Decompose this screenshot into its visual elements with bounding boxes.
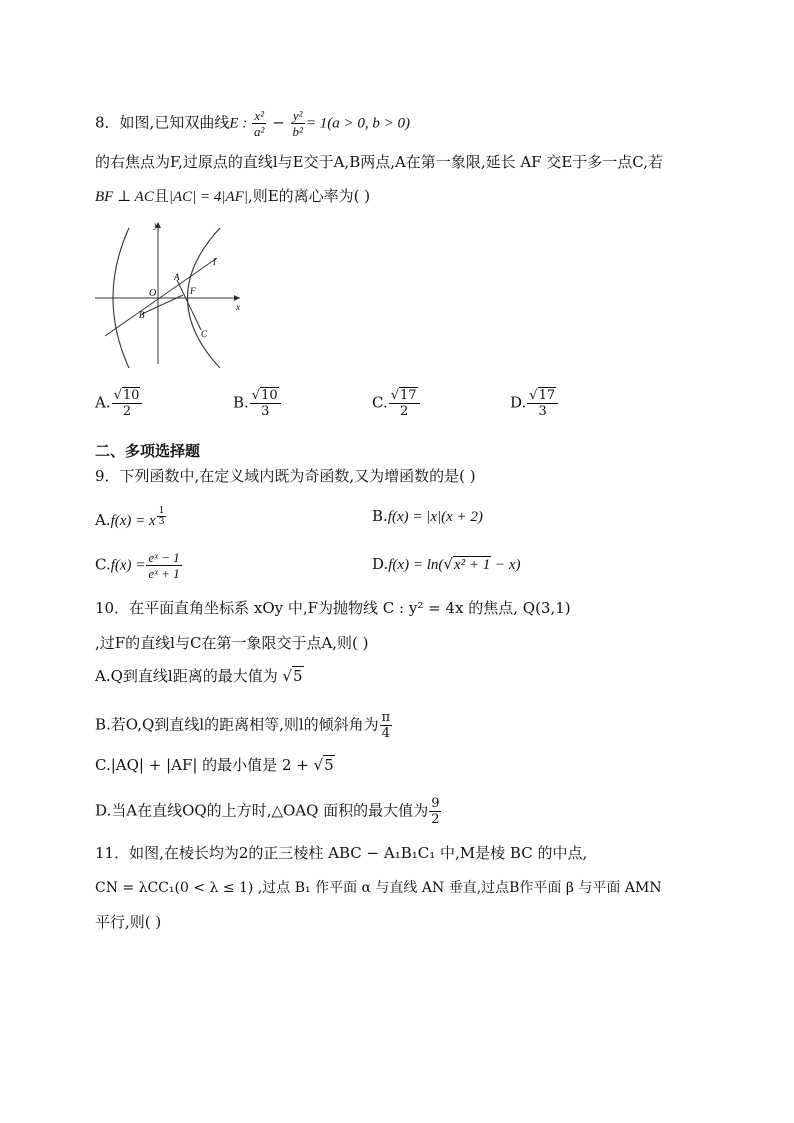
q10-line2: ,过F的直线l与C在第一象限交于点A,则( ) bbox=[95, 634, 369, 652]
q10-option-a[interactable]: A.Q到直线l距离的最大值为 √5 bbox=[95, 667, 303, 685]
q8-option-d[interactable]: D. $\frac{√17}{3}$ bbox=[510, 388, 559, 419]
q10-option-d[interactable]: D.当A在直线OQ的上方时,△OAQ 面积的最大值为 $\frac{9}{2}$ bbox=[95, 796, 440, 827]
label-l: l bbox=[213, 257, 216, 268]
q9-option-c[interactable]: C.f(x) = $\frac{\text{eˣ − 1}}{\text{eˣ + 1}}$ bbox=[95, 550, 180, 581]
q8-stem: 如图,已知双曲线 bbox=[119, 113, 230, 132]
hyperbola-figure bbox=[95, 218, 255, 368]
line-l bbox=[105, 258, 217, 336]
q10-option-b[interactable]: B.若O,Q到直线l的距离相等,则l的倾斜角为 $\frac{\pi}{4}$ bbox=[95, 710, 391, 741]
q8-line3: BF ⊥ AC且|AC| = 4|AF|,则E的离心率为( ) bbox=[95, 187, 371, 205]
q11-line1: 11．如图,在棱长均为2的正三棱柱 ABC − A₁B₁C₁ 中,M是棱 BC 的中点, bbox=[95, 844, 588, 862]
label-A: A bbox=[174, 272, 180, 282]
q8-stem-line: 8．如图,已知双曲线E : $\frac{\text{x²}}{\text{a²}}$ − $\frac{\text{y²}}{\text{b²}}$ = 1(a > 0, b > 0) bbox=[95, 108, 411, 139]
label-x: x bbox=[236, 302, 240, 312]
q8-option-a[interactable]: A. $\frac{√10}{2}$ bbox=[95, 388, 143, 419]
label-F: F bbox=[190, 286, 196, 296]
label-y: y bbox=[154, 220, 158, 230]
q8-frac-x: $\frac{\text{x²}}{\text{a²}}$ bbox=[254, 108, 265, 139]
q11-line2: CN = λCC₁(0 < λ ≤ 1) ,过点 B₁ 作平面 α 与直线 AN 垂直,过点B作平面 β 与平面 AMN bbox=[95, 880, 662, 896]
label-B: B bbox=[139, 310, 145, 320]
q11-line3: 平行,则( ) bbox=[95, 913, 162, 931]
q10-option-c[interactable]: C.|AQ| + |AF| 的最小值是 2 + √5 bbox=[95, 756, 334, 774]
q8-line2: 的右焦点为F,过原点的直线l与E交于A,B两点,A在第一象限,延长 AF 交E于多一点C,若 bbox=[95, 153, 664, 171]
q8-eq-rest: = 1(a > 0, b > 0) bbox=[305, 115, 411, 132]
segment-AC bbox=[177, 280, 201, 330]
q10-stem: 10．在平面直角坐标系 xOy 中,F为抛物线 C : y² = 4x 的焦点, Q(3,1) bbox=[95, 599, 571, 617]
q8-option-b[interactable]: B. $\frac{√10}{3}$ bbox=[233, 388, 282, 419]
q9-option-b[interactable]: B.f(x) = |x|(x + 2) bbox=[372, 507, 483, 525]
label-O: O bbox=[149, 288, 157, 299]
q9-stem: 9．下列函数中,在定义域内既为奇函数,又为增函数的是( ) bbox=[95, 467, 476, 485]
q9-option-a[interactable]: A.f(x) = x $^{\frac{1}{3}}$ bbox=[95, 506, 165, 529]
section-heading: 二、多项选择题 bbox=[95, 442, 201, 460]
x-arrow bbox=[234, 295, 240, 301]
q8-curve-name: E bbox=[229, 115, 239, 132]
label-C: C bbox=[201, 329, 208, 339]
q8-option-c[interactable]: C. $\frac{√17}{2}$ bbox=[372, 388, 421, 419]
q9-option-d[interactable]: D.f(x) = ln(√x² + 1 − x) bbox=[372, 555, 521, 573]
q8-number: 8． bbox=[95, 113, 120, 132]
q8-frac-y: $\frac{\text{y²}}{\text{b²}}$ bbox=[292, 108, 303, 139]
